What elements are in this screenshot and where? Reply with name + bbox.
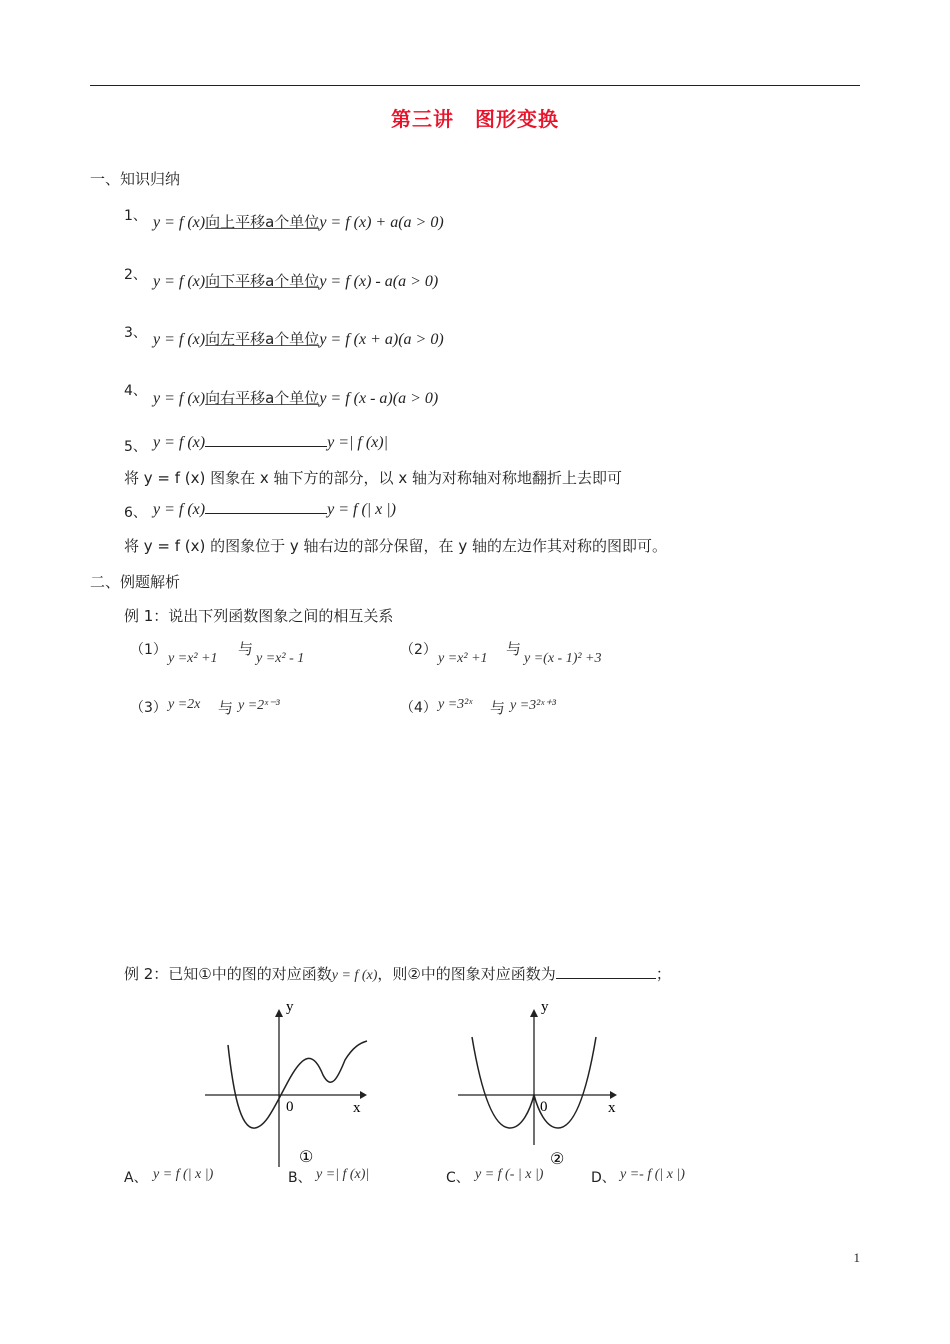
rule-3-lhs: y = f (x)	[153, 331, 206, 348]
rule-2-lhs: y = f (x)	[153, 273, 206, 290]
rule-5-blank	[205, 434, 327, 447]
ex1-item-3-conj: 与	[218, 699, 234, 717]
page-title: 第三讲 图形变换	[391, 107, 559, 131]
option-c-expr: y = f (- | x |)	[475, 1167, 544, 1182]
example-1-prompt: 例 1：说出下列函数图象之间的相互关系	[124, 607, 394, 625]
option-c-letter: C、	[446, 1170, 470, 1186]
option-d-expr: y =- f (| x |)	[620, 1167, 685, 1182]
rule-5	[153, 434, 388, 452]
graph-2-y-label: y	[541, 999, 549, 1015]
ex1-item-2-conj: 与	[506, 640, 522, 658]
graph-2-origin: 0	[540, 1099, 548, 1115]
example-2-prompt	[124, 963, 671, 984]
option-b-expr: y =| f (x)|	[316, 1167, 370, 1182]
ex1-item-3-label: （3）	[130, 700, 167, 716]
rule-6	[153, 501, 396, 519]
rule-1-num: 1、	[124, 208, 147, 224]
ex2-prompt-post: ，则②中的图象对应函数为	[377, 965, 556, 983]
rule-5-lhs: y = f (x)	[153, 434, 206, 451]
rule-3	[153, 328, 444, 349]
graph-1-origin: 0	[286, 1099, 294, 1115]
rule-1-rhs: y = f (x) + a(a > 0)	[319, 214, 444, 231]
rule-6-desc: 将 y = f (x) 的图象位于 y 轴右边的部分保留，在 y 轴的左边作其对称的图即可。	[124, 537, 667, 555]
ex1-item-2-f2: y =(x - 1)² +3	[524, 651, 602, 666]
graph-1-x-arrow	[360, 1091, 367, 1099]
rule-1-lhs: y = f (x)	[153, 214, 206, 231]
rule-2-rhs: y = f (x) - a(a > 0)	[319, 273, 439, 290]
option-a-letter: A、	[124, 1170, 148, 1186]
graph-1-y-label: y	[286, 999, 294, 1015]
rule-6-rhs: y = f (| x |)	[327, 501, 397, 518]
ex1-item-1-f2: y =x² - 1	[256, 651, 305, 666]
rule-4-rhs: y = f (x - a)(a > 0)	[319, 390, 439, 407]
ex2-prompt-fx: y = f (x)	[331, 968, 378, 983]
rule-6-blank	[205, 501, 327, 514]
rule-4-lhs: y = f (x)	[153, 390, 206, 407]
section-heading-1: 一、知识归纳	[90, 170, 181, 188]
rule-2	[153, 270, 438, 291]
graph-1-x-label: x	[353, 1100, 361, 1116]
graph-2-x-arrow	[610, 1091, 617, 1099]
ex1-item-4-label: （4）	[400, 700, 437, 716]
graph-1	[195, 995, 385, 1175]
rule-6-lhs: y = f (x)	[153, 501, 206, 518]
graph-1-y-arrow	[275, 1009, 283, 1017]
rule-3-arrow-label: 向左平移a个单位	[205, 330, 320, 348]
graph-1-curve	[228, 1041, 367, 1128]
ex2-answer-blank	[556, 966, 656, 979]
ex1-item-4-f1: y =3²ˣ	[438, 697, 473, 712]
ex1-item-3-f1: y =2x	[168, 697, 201, 712]
rule-5-desc: 将 y = f (x) 图象在 x 轴下方的部分，以 x 轴为对称轴对称地翻折上去即可	[124, 469, 622, 487]
option-a-expr: y = f (| x |)	[153, 1167, 214, 1182]
rule-5-num: 5、	[124, 439, 147, 455]
rule-2-num: 2、	[124, 267, 147, 283]
option-b-letter: B、	[288, 1170, 312, 1186]
ex1-item-4-conj: 与	[490, 699, 506, 717]
ex1-item-3-f2: y =2ˣ⁻³	[238, 698, 280, 713]
rule-1-arrow-label: 向上平移a个单位	[205, 213, 320, 231]
rule-4	[153, 387, 438, 408]
graph-1-caption: ①	[299, 1149, 314, 1166]
rule-6-num: 6、	[124, 505, 147, 521]
ex2-prompt-end: ；	[655, 965, 671, 983]
graph-2	[450, 995, 640, 1175]
rule-5-rhs: y =| f (x)|	[327, 434, 389, 451]
rule-1	[153, 211, 444, 232]
ex2-prompt-pre: 例 2：已知①中的图的对应函数	[124, 965, 332, 983]
rule-3-num: 3、	[124, 325, 147, 341]
ex1-item-4-f2: y =3²ˣ⁺³	[510, 698, 556, 713]
graph-2-x-label: x	[608, 1100, 616, 1116]
section-heading-2: 二、例题解析	[90, 573, 181, 591]
option-d-letter: D、	[591, 1170, 616, 1186]
ex1-item-2-f1: y =x² +1	[438, 651, 488, 666]
ex1-item-1-label: （1）	[130, 642, 167, 658]
rule-3-rhs: y = f (x + a)(a > 0)	[319, 331, 444, 348]
graph-2-y-arrow	[530, 1009, 538, 1017]
ex1-item-1-f1: y =x² +1	[168, 651, 218, 666]
rule-4-arrow-label: 向右平移a个单位	[205, 389, 320, 407]
rule-4-num: 4、	[124, 383, 147, 399]
page-number: 1	[853, 1250, 860, 1265]
graph-2-caption: ②	[550, 1151, 565, 1168]
header-rule	[90, 85, 860, 86]
ex1-item-1-conj: 与	[238, 640, 254, 658]
rule-2-arrow-label: 向下平移a个单位	[205, 272, 320, 290]
ex1-item-2-label: （2）	[400, 642, 437, 658]
